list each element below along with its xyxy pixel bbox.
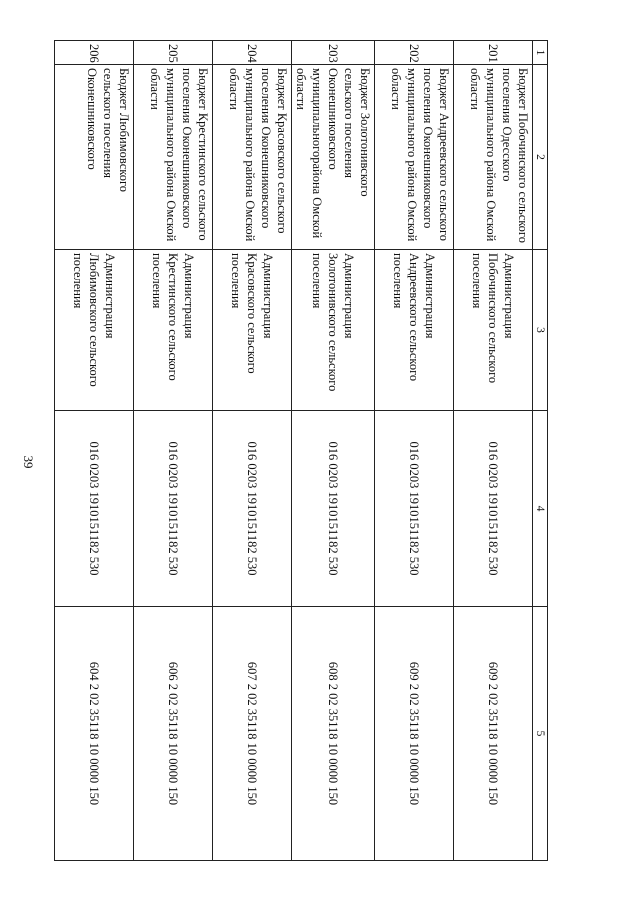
expense-code: 016 0203 1910151182 530 [213, 411, 292, 607]
administrator-name: Администрация Золотонивского сельского поселения [292, 250, 375, 411]
row-number: 206 [55, 41, 134, 65]
expense-code: 016 0203 1910151182 530 [55, 411, 134, 607]
revenue-code: 604 2 02 35118 10 0000 150 [55, 607, 134, 861]
budget-name: Бюджет Красовского сельского поселения Оконешниковского муниципального района Омской области [213, 65, 292, 250]
administrator-name: Администрация Красовского сельского поселения [213, 250, 292, 411]
header-cell: 2 [533, 65, 548, 250]
budget-name: Бюджет Золотонивского сельского поселения Оконешниковского муниципальногорайона Омской области [292, 65, 375, 250]
budget-name: Бюджет Андреевского сельского поселения Оконешниковского муниципального района Омской области [375, 65, 454, 250]
administrator-name: Администрация Побочинского сельского поселения [454, 250, 533, 411]
header-cell: 1 [533, 41, 548, 65]
budget-name: Бюджет Крестинского сельского поселения Оконешниковского муниципального района Омской области [134, 65, 213, 250]
table-row [292, 41, 375, 861]
header-cell: 3 [533, 250, 548, 411]
row-number: 202 [375, 41, 454, 65]
rotated-table-wrapper [58, 40, 548, 860]
expense-code: 016 0203 1910151182 530 [375, 411, 454, 607]
budget-name: Бюджет Любимовского сельского поселения Оконешниковского [55, 65, 134, 250]
table-row [213, 41, 292, 861]
row-number: 205 [134, 41, 213, 65]
table-row [375, 41, 454, 861]
revenue-code: 609 2 02 35118 10 0000 150 [375, 607, 454, 861]
table-row [55, 41, 134, 861]
revenue-code: 606 2 02 35118 10 0000 150 [134, 607, 213, 861]
expense-code: 016 0203 1910151182 530 [134, 411, 213, 607]
row-number: 203 [292, 41, 375, 65]
row-number: 204 [213, 41, 292, 65]
header-cell: 5 [533, 607, 548, 861]
revenue-code: 609 2 02 35118 10 0000 150 [454, 607, 533, 861]
budget-name: Бюджет Побочинского сельского поселения Одесского муниципального района Омской области [454, 65, 533, 250]
administrator-name: Администрация Любимовского сельского поселения [55, 250, 134, 411]
revenue-code: 607 2 02 35118 10 0000 150 [213, 607, 292, 861]
administrator-name: Администрация Андреевского сельского поселения [375, 250, 454, 411]
table-header-row [533, 41, 548, 861]
expense-code: 016 0203 1910151182 530 [454, 411, 533, 607]
table-row [134, 41, 213, 861]
page-number: 39 [21, 455, 36, 469]
expense-code: 016 0203 1910151182 530 [292, 411, 375, 607]
budget-table [54, 40, 548, 861]
revenue-code: 608 2 02 35118 10 0000 150 [292, 607, 375, 861]
table-row [454, 41, 533, 861]
administrator-name: Администрация Крестинского сельского поселения [134, 250, 213, 411]
row-number: 201 [454, 41, 533, 65]
header-cell: 4 [533, 411, 548, 607]
